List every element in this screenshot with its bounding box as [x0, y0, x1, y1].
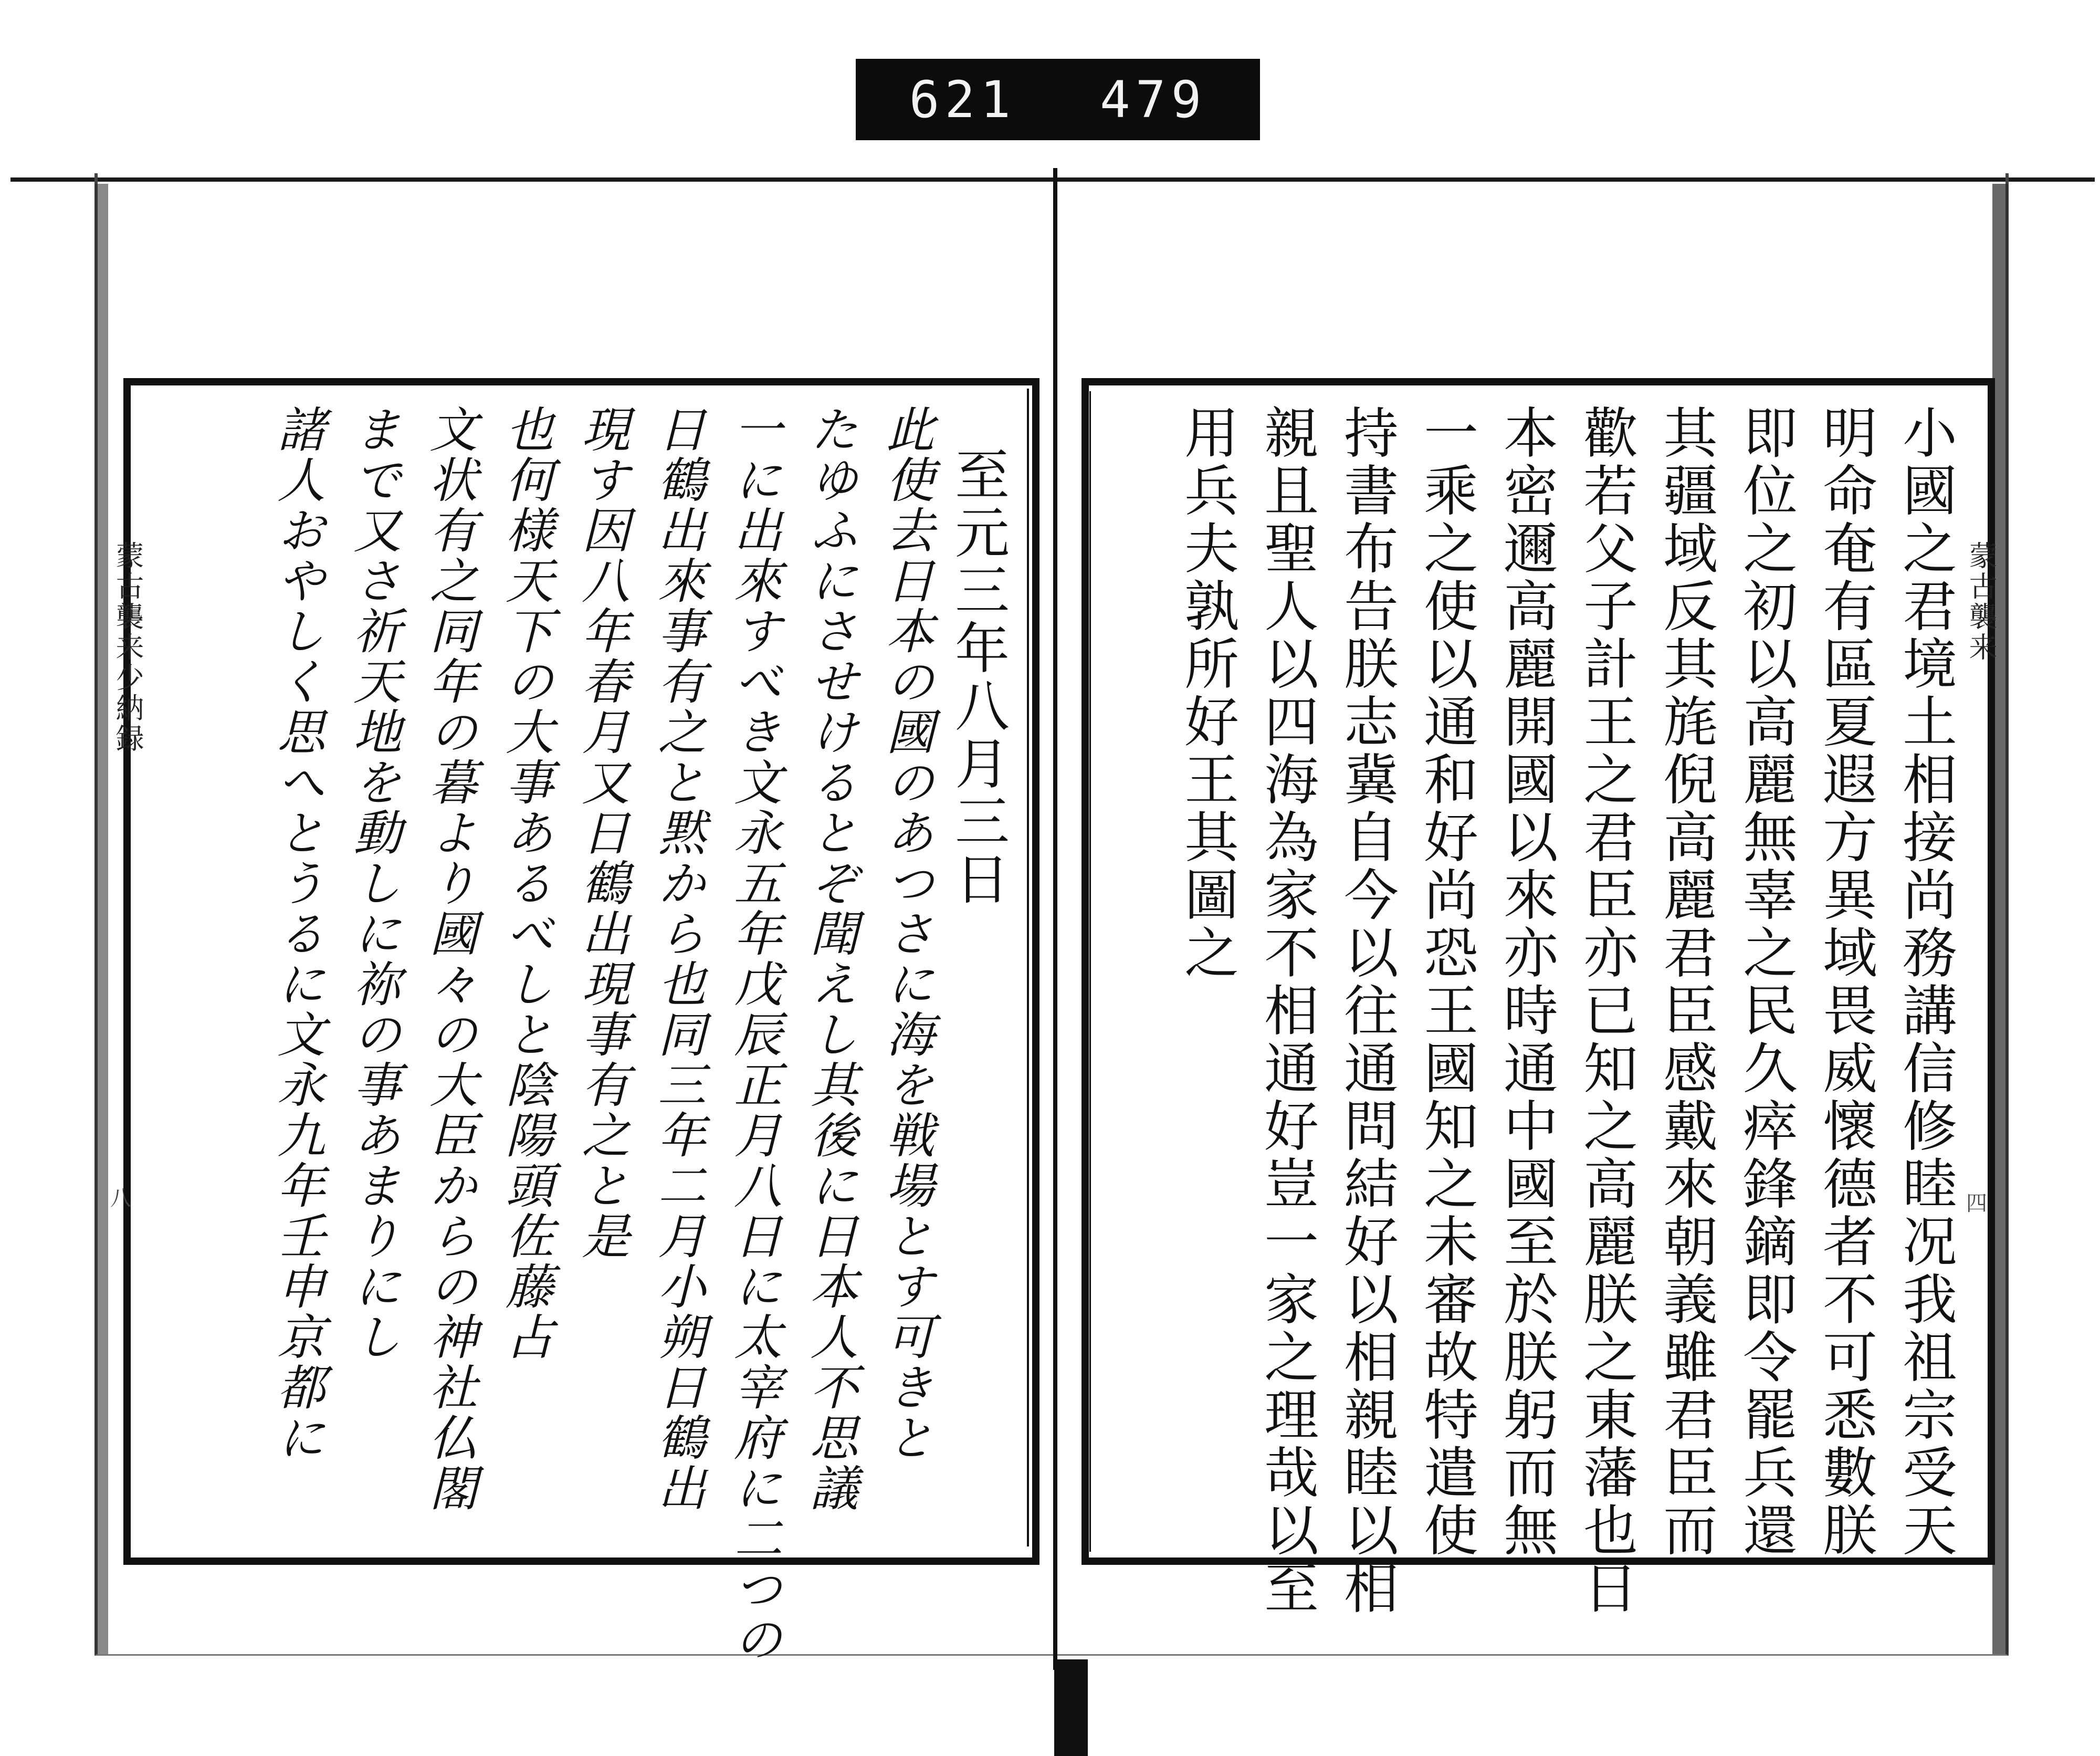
text-column: 小國之君境土相接尚務講信修睦况我祖宗受天: [1893, 404, 1957, 1560]
text-column: 一に出來すべき文永五年戊辰正月八日に太宰府に二つの: [726, 404, 782, 1665]
right-inner-rule: [1089, 391, 1091, 1552]
text-column: 文状有之同年の暮より國々の大臣からの神社仏閣: [422, 404, 478, 1513]
catalog-number-right: 479: [1100, 70, 1207, 129]
text-column: 用兵夫孰所好王其圖之: [1175, 404, 1239, 982]
catalog-number-label: [856, 59, 1260, 140]
text-column: 此使去日本の國のあつさに海を戦場とす可きと: [878, 404, 934, 1463]
text-column: 即位之初以高麗無辜之民久瘁鋒鏑即令罷兵還: [1734, 404, 1798, 1560]
text-column: 日鶴出來事有之と黙から也同三年二月小朔日鶴出: [650, 404, 706, 1513]
left-margin-number: 八: [110, 1186, 131, 1210]
text-column: 親且聖人以四海為家不相通好豈一家之理哉以至: [1255, 404, 1319, 1617]
text-column: 諸人おやしく思へとうるに文永九年壬申京都に: [269, 404, 326, 1463]
spread-gutter: [1053, 168, 1057, 1670]
text-column: 本密邇高麗開國以來亦時通中國至於朕躬而無: [1494, 404, 1558, 1560]
gutter-tab: [1054, 1659, 1088, 1756]
text-column: 歡若父子計王之君臣亦已知之高麗朕之東藩也日: [1574, 404, 1638, 1617]
date-line: 至元三年八月三日: [946, 446, 1010, 908]
right-margin-title: 蒙古襲来: [1965, 541, 1998, 663]
left-margin-title: 蒙古襲来少納録: [111, 541, 144, 754]
text-column: たゆふにさせけるとぞ聞えし其後に日本人不思議: [802, 404, 858, 1513]
text-column: 持書布告朕志冀自今以往通問結好以相親睦以相: [1335, 404, 1399, 1617]
text-column: 其疆域反其旄倪高麗君臣感戴來朝義雖君臣而: [1654, 404, 1718, 1560]
catalog-number-left: 621: [909, 70, 1016, 129]
text-column: まで又さ祈天地を動しに祢の事あまりにし: [345, 404, 402, 1362]
text-column: 現す因八年春月又日鶴出現事有之と是: [574, 404, 630, 1261]
right-margin-number: 四: [1966, 1191, 1987, 1216]
text-column: 明命奄有區夏遐方異域畏威懷德者不可悉數朕: [1813, 404, 1877, 1560]
text-column: 一乘之使以通和好尚恐王國知之未審故特遣使: [1414, 404, 1478, 1560]
text-column: 也何様天下の大事あるべしと陰陽頭佐藤占: [498, 404, 554, 1362]
left-page-edge-shadow: [94, 184, 108, 1654]
